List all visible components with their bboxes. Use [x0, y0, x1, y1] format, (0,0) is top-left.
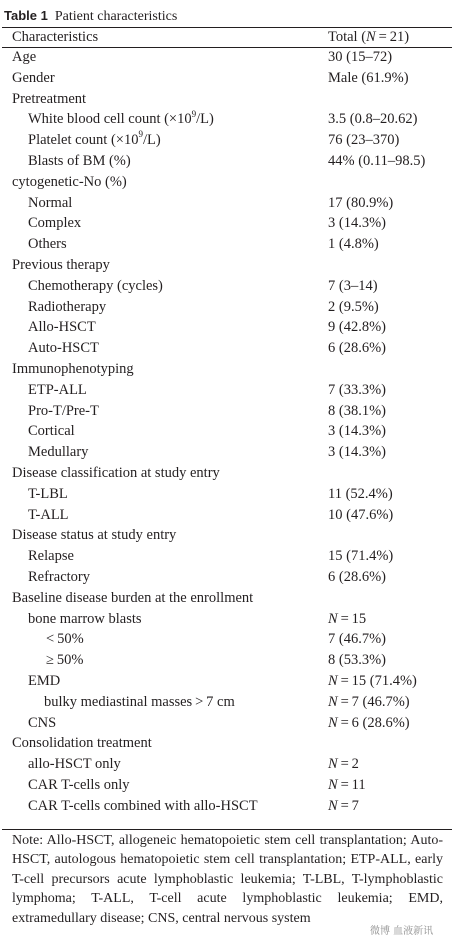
- table-title: Patient characteristics: [54, 9, 178, 24]
- table-row: [0, 380, 454, 401]
- row-value: 76 (23–370): [328, 132, 400, 149]
- row-label: Chemotherapy (cycles): [28, 277, 163, 294]
- row-label: White blood cell count $(\times 10^9/L)$: [28, 108, 214, 128]
- table-row: [0, 567, 454, 588]
- header-total-suffix: = 21): [375, 29, 410, 45]
- table-row: [0, 713, 454, 734]
- table-row: [0, 692, 454, 713]
- row-value: 3 (14.3%): [328, 444, 386, 461]
- table-row: [0, 650, 454, 671]
- row-label: Normal: [28, 194, 73, 211]
- row-value: 11 (52.4%): [328, 485, 393, 502]
- row-label: Pro-T/Pre-T: [28, 402, 99, 419]
- row-value: 2 (9.5%): [328, 298, 379, 315]
- table-header-row: [0, 28, 454, 47]
- table-footnote: Note: Allo-HSCT, allogeneic hematopoietic stem cell transplantation; Auto-HSCT, autologous hematopoietic stem cell transplantation; ETP-ALL, early T-cell precursors acute lymphoblastic leukemia; T-LBL, T-lymphoblastic lymphoma; T-ALL, T-cell acute lymphoblastic leukemia; EMD, extramedullary disease; CNS, central nervous system: [12, 833, 443, 926]
- row-label: Radiotherapy: [28, 298, 107, 315]
- section-label: Previous therapy: [12, 256, 110, 273]
- row-value: N = 6 (28.6%): [328, 714, 410, 731]
- row-label: Medullary: [28, 444, 89, 461]
- row-label: EMD: [28, 672, 61, 689]
- section-row: [0, 359, 454, 380]
- table-row: [0, 213, 454, 234]
- row-label: Complex: [28, 215, 82, 232]
- row-value: 8 (53.3%): [328, 652, 386, 669]
- header-characteristics: Characteristics: [12, 29, 99, 45]
- section-row: [0, 525, 454, 546]
- row-label: ETP-ALL: [28, 381, 87, 398]
- watermark: 微博 血液新讯: [370, 926, 434, 937]
- row-value: 3.5 (0.8–20.62): [328, 111, 418, 128]
- row-value: N = 7 (46.7%): [328, 693, 410, 710]
- table-row: [0, 130, 454, 151]
- section-label: cytogenetic-No (%): [12, 173, 127, 190]
- section-label: Pretreatment: [12, 90, 87, 107]
- table-row: [0, 151, 454, 172]
- table-row: [0, 68, 454, 89]
- table-row: [0, 338, 454, 359]
- table-row: [0, 421, 454, 442]
- patient-characteristics-table: [0, 28, 454, 816]
- row-label: Platelet count $(\times 10^9/L)$: [28, 129, 161, 149]
- header-total: [328, 28, 454, 47]
- row-value: N = 7: [328, 797, 359, 814]
- table-row: [0, 442, 454, 463]
- row-value: 3 (14.3%): [328, 215, 386, 232]
- section-label: Consolidation treatment: [12, 735, 152, 752]
- row-value: 15 (71.4%): [328, 548, 394, 565]
- row-label: Refractory: [28, 568, 90, 585]
- row-label: T-ALL: [28, 506, 69, 523]
- row-label: bone marrow blasts: [28, 610, 142, 627]
- table-caption: [4, 7, 177, 26]
- row-label: Blasts of BM (%): [28, 152, 131, 169]
- row-value: 6 (28.6%): [328, 340, 386, 357]
- section-row: [0, 255, 454, 276]
- section-label: Baseline disease burden at the enrollment: [12, 589, 254, 606]
- row-label: < 50%: [46, 631, 84, 648]
- table-row: [0, 234, 454, 255]
- table-row: [0, 317, 454, 338]
- row-label: Gender: [12, 69, 55, 86]
- row-value: N = 15: [328, 610, 367, 627]
- row-value: N = 11: [328, 776, 366, 793]
- table-row: [0, 505, 454, 526]
- row-label: Age: [12, 49, 37, 65]
- table-row: [0, 754, 454, 775]
- table-row: [0, 401, 454, 422]
- table-row: [0, 109, 454, 130]
- row-value: 6 (28.6%): [328, 568, 386, 585]
- row-label: CNS: [28, 714, 57, 731]
- row-value: 1 (4.8%): [328, 236, 379, 253]
- table-row: [0, 609, 454, 630]
- row-value: 7 (3–14): [328, 277, 378, 294]
- section-row: [0, 733, 454, 754]
- row-value: 7 (46.7%): [328, 631, 386, 648]
- row-label: CAR T-cells combined with allo-HSCT: [28, 797, 258, 814]
- row-label: allo-HSCT only: [28, 756, 121, 773]
- table-row: [0, 796, 454, 817]
- row-label: Others: [28, 236, 67, 253]
- section-label: Immunophenotyping: [12, 360, 134, 377]
- row-value: 10 (47.6%): [328, 506, 394, 523]
- row-value: 7 (33.3%): [328, 381, 386, 398]
- row-value: Male (61.9%): [328, 69, 409, 86]
- row-label: CAR T-cells only: [28, 776, 130, 793]
- header-total-prefix: Total (: [328, 29, 367, 45]
- section-row: [0, 463, 454, 484]
- section-row: [0, 89, 454, 110]
- row-label: Allo-HSCT: [28, 319, 96, 336]
- row-value: 8 (38.1%): [328, 402, 386, 419]
- table-row: [0, 629, 454, 650]
- table-row: [0, 47, 454, 68]
- table-row: [0, 671, 454, 692]
- row-label: ≥ 50%: [46, 652, 84, 669]
- table-row: [0, 775, 454, 796]
- table-row: [0, 276, 454, 297]
- row-value: 17 (80.9%): [328, 194, 394, 211]
- row-value: 30 (15–72): [328, 49, 393, 65]
- table-row: [0, 546, 454, 567]
- row-label: Cortical: [28, 423, 75, 440]
- section-row: [0, 588, 454, 609]
- row-label: bulky mediastinal masses > 7 cm: [44, 693, 235, 710]
- section-label: Disease status at study entry: [12, 527, 177, 544]
- row-label: T-LBL: [28, 485, 68, 502]
- table-row: [0, 193, 454, 214]
- row-value: 44% (0.11–98.5): [328, 152, 426, 169]
- table-label: Table 1: [4, 8, 48, 23]
- row-label: Relapse: [28, 548, 74, 565]
- table-row: [0, 297, 454, 318]
- row-label: Auto-HSCT: [28, 340, 99, 357]
- bottom-rule: [2, 829, 452, 830]
- row-value: N = 2: [328, 756, 359, 773]
- row-value: N = 15 (71.4%): [328, 672, 417, 689]
- header-total-n: N: [366, 29, 376, 45]
- section-row: [0, 172, 454, 193]
- table-row: [0, 484, 454, 505]
- section-label: Disease classification at study entry: [12, 464, 220, 481]
- row-value: 3 (14.3%): [328, 423, 386, 440]
- row-value: 9 (42.8%): [328, 319, 386, 336]
